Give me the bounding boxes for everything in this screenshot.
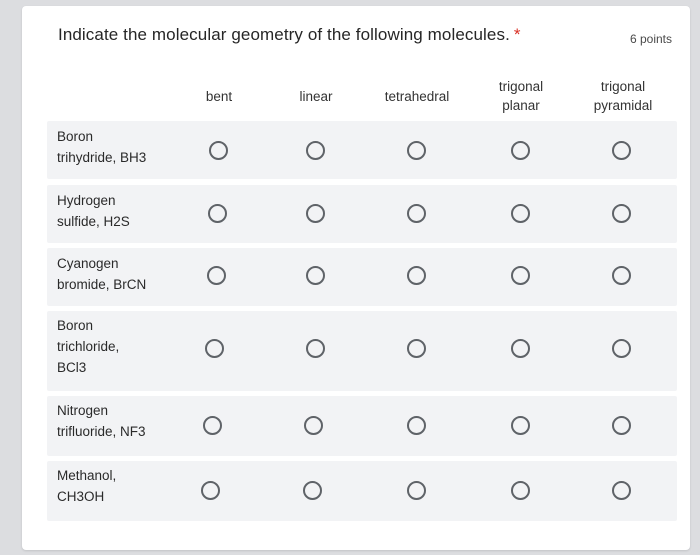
column-header-linear <box>281 76 351 116</box>
row-label <box>57 253 146 295</box>
radio-brcn-bent[interactable] <box>207 266 226 285</box>
row-label <box>57 190 130 232</box>
radio-bh3-tetrahedral[interactable] <box>407 141 426 160</box>
grid-row-cyanogen-bromide <box>47 248 677 306</box>
radio-bcl3-trigonal-planar[interactable] <box>511 339 530 358</box>
points-label: 6 points <box>629 32 672 46</box>
row-label-line: BCl3 <box>57 360 87 375</box>
radio-bcl3-trigonal-pyramidal[interactable] <box>612 339 631 358</box>
row-label-line: bromide, BrCN <box>57 277 147 292</box>
row-label-line: Methanol, <box>57 468 117 483</box>
radio-h2s-bent[interactable] <box>208 204 227 223</box>
column-header-line: planar <box>502 98 540 113</box>
radio-bcl3-bent[interactable] <box>205 339 224 358</box>
radio-nf3-tetrahedral[interactable] <box>407 416 426 435</box>
radio-nf3-trigonal-planar[interactable] <box>511 416 530 435</box>
radio-nf3-trigonal-pyramidal[interactable] <box>612 416 631 435</box>
radio-h2s-linear[interactable] <box>306 204 325 223</box>
column-header-line: pyramidal <box>593 98 653 113</box>
column-header-line: trigonal <box>600 79 646 94</box>
radio-bh3-bent[interactable] <box>209 141 228 160</box>
radio-ch3oh-trigonal-pyramidal[interactable] <box>612 481 631 500</box>
row-label-line: CH3OH <box>57 489 105 504</box>
grid-row-nitrogen-trifluoride <box>47 396 677 456</box>
radio-nf3-linear[interactable] <box>304 416 323 435</box>
column-header-line: trigonal <box>498 79 544 94</box>
row-label <box>57 126 146 168</box>
column-header-line: linear <box>299 88 333 104</box>
column-header-tetrahedral <box>372 76 462 116</box>
radio-bcl3-tetrahedral[interactable] <box>407 339 426 358</box>
grid-row-methanol <box>47 461 677 521</box>
row-label-line: sulfide, H2S <box>57 214 130 229</box>
radio-ch3oh-linear[interactable] <box>303 481 322 500</box>
radio-nf3-bent[interactable] <box>203 416 222 435</box>
column-header-trigonal-planar <box>485 76 557 116</box>
radio-ch3oh-bent[interactable] <box>201 481 220 500</box>
question-title-text: Indicate the molecular geometry of the following molecules. <box>58 25 510 44</box>
row-label-line: trichloride, <box>57 339 120 354</box>
row-label-line: Nitrogen <box>57 403 109 418</box>
radio-bh3-trigonal-pyramidal[interactable] <box>612 141 631 160</box>
grid-row-boron-trihydride <box>47 121 677 179</box>
radio-ch3oh-tetrahedral[interactable] <box>407 481 426 500</box>
radio-brcn-tetrahedral[interactable] <box>407 266 426 285</box>
radio-h2s-trigonal-planar[interactable] <box>511 204 530 223</box>
row-label <box>57 315 119 378</box>
row-label <box>57 400 146 442</box>
grid-row-hydrogen-sulfide <box>47 185 677 243</box>
grid-row-boron-trichloride <box>47 311 677 391</box>
radio-brcn-linear[interactable] <box>306 266 325 285</box>
row-label-line: trifluoride, NF3 <box>57 424 146 439</box>
row-label-line: Hydrogen <box>57 193 116 208</box>
row-label-line: Cyanogen <box>57 256 119 271</box>
radio-ch3oh-trigonal-planar[interactable] <box>511 481 530 500</box>
row-label <box>57 465 116 507</box>
radio-h2s-tetrahedral[interactable] <box>407 204 426 223</box>
question-title <box>58 25 521 45</box>
radio-bh3-linear[interactable] <box>306 141 325 160</box>
required-marker: * <box>513 25 521 44</box>
radio-h2s-trigonal-pyramidal[interactable] <box>612 204 631 223</box>
row-label-line: trihydride, BH3 <box>57 150 147 165</box>
radio-bcl3-linear[interactable] <box>306 339 325 358</box>
radio-brcn-trigonal-pyramidal[interactable] <box>612 266 631 285</box>
column-header-trigonal-pyramidal <box>583 76 663 116</box>
radio-brcn-trigonal-planar[interactable] <box>511 266 530 285</box>
column-header-line: tetrahedral <box>384 88 450 104</box>
row-label-line: Boron <box>57 318 94 333</box>
column-header-line: bent <box>205 88 233 104</box>
row-label-line: Boron <box>57 129 94 144</box>
column-header-bent <box>184 76 254 116</box>
radio-bh3-trigonal-planar[interactable] <box>511 141 530 160</box>
